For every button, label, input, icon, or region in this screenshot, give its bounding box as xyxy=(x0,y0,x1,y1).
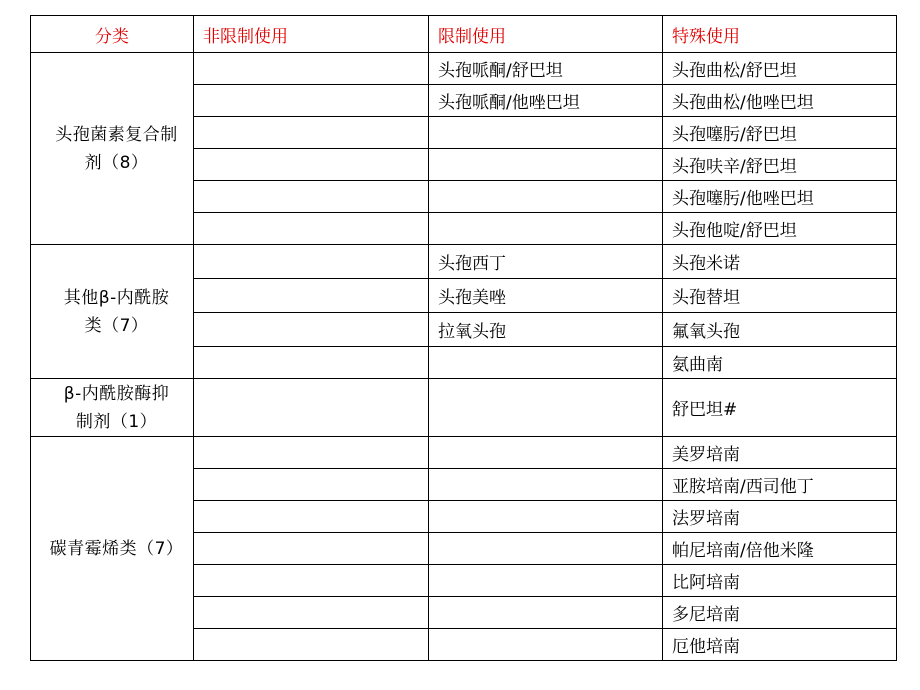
unrestricted-cell xyxy=(194,469,429,501)
category-cell xyxy=(31,379,194,437)
special-cell: 厄他培南 xyxy=(663,629,897,661)
special-cell: 头孢他啶/舒巴坦 xyxy=(663,213,897,245)
unrestricted-cell xyxy=(194,313,429,347)
restricted-cell xyxy=(429,437,663,469)
special-cell: 头孢曲松/舒巴坦 xyxy=(663,53,897,85)
special-cell: 法罗培南 xyxy=(663,501,897,533)
unrestricted-cell xyxy=(194,213,429,245)
unrestricted-cell xyxy=(194,245,429,279)
special-cell: 氟氧头孢 xyxy=(663,313,897,347)
restricted-cell xyxy=(429,117,663,149)
restricted-cell xyxy=(429,469,663,501)
antibiotic-classification-table xyxy=(30,15,897,661)
header-unrestricted: 非限制使用 xyxy=(194,16,429,53)
special-cell: 亚胺培南/西司他丁 xyxy=(663,469,897,501)
unrestricted-cell xyxy=(194,53,429,85)
special-cell: 帕尼培南/倍他米隆 xyxy=(663,533,897,565)
special-cell: 头孢呋辛/舒巴坦 xyxy=(663,149,897,181)
category-line: 头孢菌素复合制 xyxy=(55,124,178,145)
special-cell: 舒巴坦# xyxy=(663,379,897,437)
header-row xyxy=(31,16,897,53)
special-cell: 美罗培南 xyxy=(663,437,897,469)
category-line: 碳青霉烯类（7） xyxy=(49,538,184,559)
category-cell xyxy=(31,53,194,245)
category-line: 类（7） xyxy=(84,315,149,336)
header-restricted: 限制使用 xyxy=(429,16,663,53)
unrestricted-cell xyxy=(194,279,429,313)
restricted-cell xyxy=(429,149,663,181)
restricted-cell xyxy=(429,379,663,437)
special-cell: 头孢米诺 xyxy=(663,245,897,279)
table-row xyxy=(31,379,897,437)
unrestricted-cell xyxy=(194,501,429,533)
restricted-cell xyxy=(429,629,663,661)
unrestricted-cell xyxy=(194,379,429,437)
category-line: 其他β-内酰胺 xyxy=(63,287,170,308)
restricted-cell: 头孢哌酮/舒巴坦 xyxy=(429,53,663,85)
unrestricted-cell xyxy=(194,181,429,213)
unrestricted-cell xyxy=(194,117,429,149)
unrestricted-cell xyxy=(194,437,429,469)
special-cell: 头孢噻肟/他唑巴坦 xyxy=(663,181,897,213)
special-cell: 比阿培南 xyxy=(663,565,897,597)
unrestricted-cell xyxy=(194,597,429,629)
category-line: 剂（8） xyxy=(84,152,149,173)
unrestricted-cell xyxy=(194,347,429,379)
unrestricted-cell xyxy=(194,149,429,181)
restricted-cell: 头孢西丁 xyxy=(429,245,663,279)
restricted-cell xyxy=(429,597,663,629)
restricted-cell: 拉氧头孢 xyxy=(429,313,663,347)
restricted-cell xyxy=(429,213,663,245)
restricted-cell xyxy=(429,533,663,565)
unrestricted-cell xyxy=(194,533,429,565)
unrestricted-cell xyxy=(194,565,429,597)
table-row xyxy=(31,53,897,85)
restricted-cell xyxy=(429,181,663,213)
special-cell: 头孢曲松/他唑巴坦 xyxy=(663,85,897,117)
unrestricted-cell xyxy=(194,629,429,661)
table-row xyxy=(31,245,897,279)
restricted-cell xyxy=(429,501,663,533)
category-cell xyxy=(31,437,194,661)
category-line: β-内酰胺酶抑 xyxy=(63,383,170,404)
restricted-cell: 头孢美唑 xyxy=(429,279,663,313)
category-cell xyxy=(31,245,194,379)
special-cell: 头孢替坦 xyxy=(663,279,897,313)
special-cell: 头孢噻肟/舒巴坦 xyxy=(663,117,897,149)
special-cell: 氨曲南 xyxy=(663,347,897,379)
table-row xyxy=(31,437,897,469)
category-line: 制剂（1） xyxy=(75,411,158,432)
header-special: 特殊使用 xyxy=(663,16,897,53)
restricted-cell xyxy=(429,565,663,597)
restricted-cell: 头孢哌酮/他唑巴坦 xyxy=(429,85,663,117)
unrestricted-cell xyxy=(194,85,429,117)
header-category: 分类 xyxy=(31,16,194,53)
special-cell: 多尼培南 xyxy=(663,597,897,629)
restricted-cell xyxy=(429,347,663,379)
